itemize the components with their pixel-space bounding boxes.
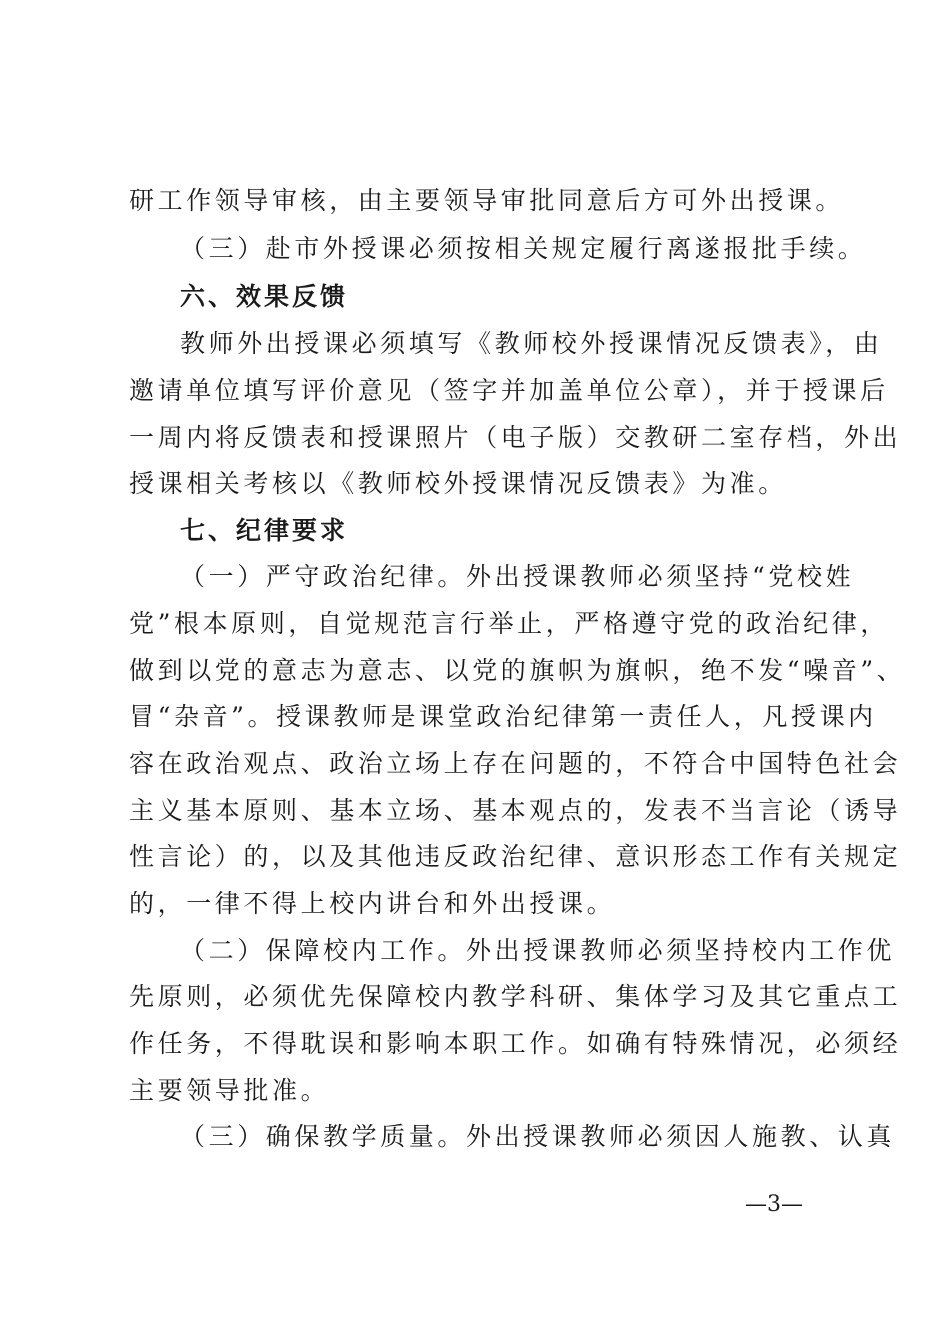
section-heading-discipline: 七、纪律要求 — [180, 516, 349, 545]
text-line-12: 冒“杂音”。授课教师是课堂政治纪律第一责任人，凡授课内 — [129, 702, 877, 731]
text-line-17: （二）保障校内工作。外出授课教师必须坚持校内工作优 — [180, 936, 896, 965]
text-line-15: 性言论）的，以及其他违反政治纪律、意识形态工作有关规定 — [129, 842, 902, 871]
text-line-2: （三）赴市外授课必须按相关规定履行离遂报批手续。 — [180, 234, 867, 263]
text-line-11: 做到以党的意志为意志、以党的旗帜为旗帜，绝不发“噪音”、 — [129, 656, 906, 685]
text-line-10: 党”根本原则，自觉规范言行举止，严格遵守党的政治纪律， — [129, 609, 889, 638]
text-line-13: 容在政治观点、政治立场上存在问题的，不符合中国特色社会 — [129, 749, 902, 778]
text-line-1: 研工作领导审核，由主要领导审批同意后方可外出授课。 — [129, 186, 845, 215]
text-line-18: 先原则，必须优先保障校内教学科研、集体学习及其它重点工 — [129, 982, 902, 1011]
text-line-20: 主要领导批准。 — [129, 1076, 330, 1105]
section-heading-feedback: 六、效果反馈 — [180, 282, 349, 311]
text-line-9: （一）严守政治纪律。外出授课教师必须坚持“党校姓 — [180, 562, 855, 591]
text-line-5: 邀请单位填写评价意见（签字并加盖单位公章），并于授课后 — [129, 376, 889, 405]
text-line-14: 主义基本原则、基本立场、基本观点的，发表不当言论（诱导 — [129, 796, 902, 825]
text-line-6: 一周内将反馈表和授课照片（电子版）交教研二室存档，外出 — [129, 423, 902, 452]
text-line-19: 作任务，不得耽误和影响本职工作。如确有特殊情况，必须经 — [129, 1029, 902, 1058]
text-line-7: 授课相关考核以《教师校外授课情况反馈表》为准。 — [129, 469, 787, 498]
text-line-4: 教师外出授课必须填写《教师校外授课情况反馈表》，由 — [180, 329, 883, 358]
text-line-21: （三）确保教学质量。外出授课教师必须因人施教、认真 — [180, 1122, 896, 1151]
text-line-16: 的，一律不得上校内讲台和外出授课。 — [129, 889, 616, 918]
page-number: —3— — [745, 1192, 803, 1217]
